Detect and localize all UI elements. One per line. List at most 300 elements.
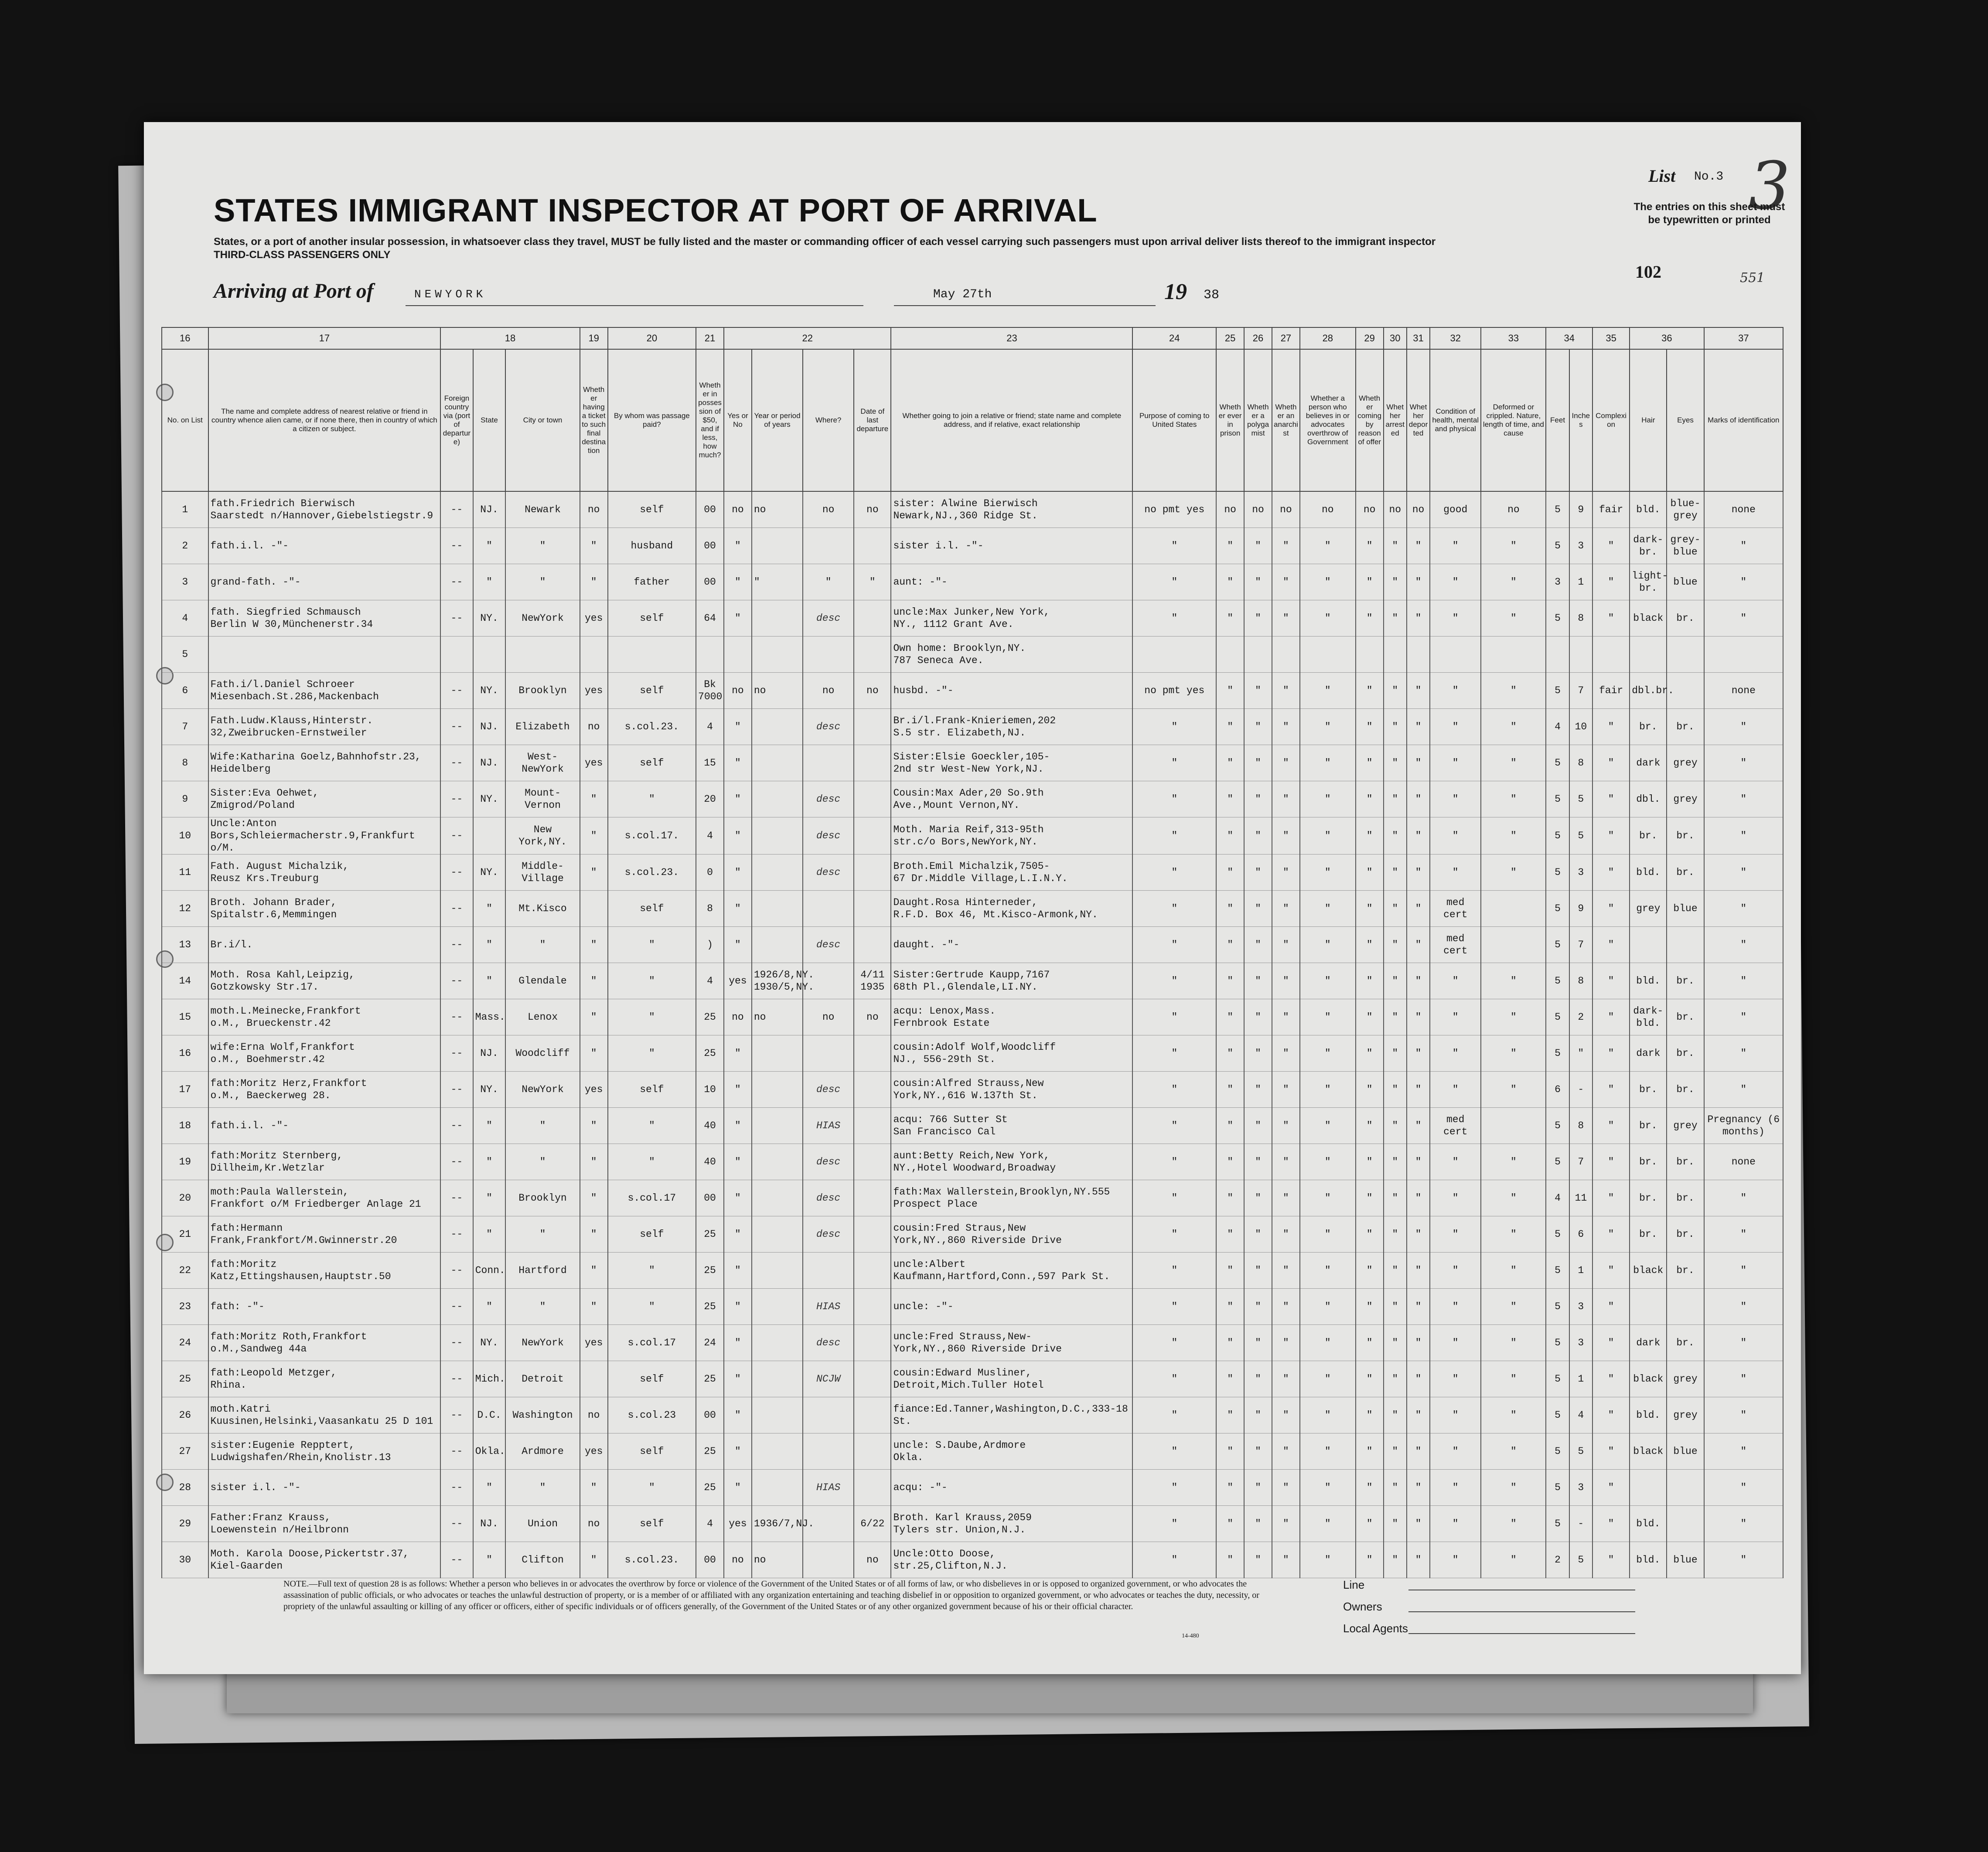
row-number: 29 bbox=[162, 1506, 208, 1542]
polygamist: " bbox=[1244, 600, 1272, 637]
foreign-country: -- bbox=[440, 1542, 473, 1578]
offer: " bbox=[1356, 528, 1384, 564]
nearest-relative: fath.i.l. -"- bbox=[208, 528, 441, 564]
before-where bbox=[803, 1542, 854, 1578]
before-in-us: " bbox=[724, 1144, 752, 1180]
complexion bbox=[1592, 637, 1630, 673]
destination-city: Lenox bbox=[505, 999, 580, 1035]
foreign-country: -- bbox=[440, 600, 473, 637]
before-in-us: " bbox=[724, 891, 752, 927]
ticket: no bbox=[580, 1397, 608, 1433]
height-inches: 1 bbox=[1569, 564, 1592, 600]
destination-state: " bbox=[473, 891, 506, 927]
joining-relative: sister: Alwine Bierwisch Newark,NJ.,360 Ridge St. bbox=[891, 491, 1132, 528]
offer: " bbox=[1356, 817, 1384, 855]
health: " bbox=[1430, 528, 1481, 564]
offer: " bbox=[1356, 963, 1384, 999]
column-number: 32 bbox=[1430, 327, 1481, 349]
passage-paid-by: " bbox=[608, 963, 696, 999]
purpose: " bbox=[1132, 963, 1216, 999]
joining-relative: aunt: -"- bbox=[891, 564, 1132, 600]
before-where: no bbox=[803, 999, 854, 1035]
column-header-row bbox=[162, 349, 1783, 491]
hair-color: br. bbox=[1630, 1072, 1667, 1108]
height-feet: 5 bbox=[1546, 1289, 1569, 1325]
ticket: " bbox=[580, 1470, 608, 1506]
before-period bbox=[752, 1361, 803, 1397]
complexion: " bbox=[1592, 1361, 1630, 1397]
foreign-country: -- bbox=[440, 1108, 473, 1144]
foreign-country: -- bbox=[440, 781, 473, 817]
nearest-relative: fath.i.l. -"- bbox=[208, 1108, 441, 1144]
foreign-country: -- bbox=[440, 963, 473, 999]
purpose: " bbox=[1132, 1216, 1216, 1253]
prison: " bbox=[1216, 1144, 1244, 1180]
before-where bbox=[803, 1035, 854, 1072]
before-period: no bbox=[752, 673, 803, 709]
complexion: " bbox=[1592, 999, 1630, 1035]
arrested: " bbox=[1384, 600, 1407, 637]
deformed: " bbox=[1481, 1397, 1546, 1433]
foreign-country: -- bbox=[440, 999, 473, 1035]
ticket: " bbox=[580, 817, 608, 855]
complexion: " bbox=[1592, 709, 1630, 745]
hair-color: bld. bbox=[1630, 491, 1667, 528]
anarchist: " bbox=[1272, 600, 1300, 637]
foreign-country: -- bbox=[440, 1325, 473, 1361]
deported: " bbox=[1407, 963, 1430, 999]
eye-color: blue bbox=[1667, 1433, 1704, 1470]
table-row bbox=[162, 709, 1783, 745]
ticket: " bbox=[580, 1144, 608, 1180]
identification-marks: " bbox=[1704, 817, 1783, 855]
purpose: no pmt yes bbox=[1132, 491, 1216, 528]
deformed: " bbox=[1481, 1144, 1546, 1180]
nearest-relative: Broth. Johann Brader, Spitalstr.6,Memmingen bbox=[208, 891, 441, 927]
identification-marks: " bbox=[1704, 1433, 1783, 1470]
row-number: 10 bbox=[162, 817, 208, 855]
overthrow: " bbox=[1300, 1072, 1356, 1108]
table-row bbox=[162, 817, 1783, 855]
before-in-us: " bbox=[724, 745, 752, 781]
purpose: " bbox=[1132, 1361, 1216, 1397]
nearest-relative: Br.i/l. bbox=[208, 927, 441, 963]
money: Bk 7000 bbox=[696, 673, 724, 709]
purpose: " bbox=[1132, 709, 1216, 745]
hair-color: bld. bbox=[1630, 855, 1667, 891]
eye-color: blue bbox=[1667, 564, 1704, 600]
before-where: HIAS bbox=[803, 1108, 854, 1144]
row-number: 27 bbox=[162, 1433, 208, 1470]
column-number: 25 bbox=[1216, 327, 1244, 349]
height-feet: 5 bbox=[1546, 1325, 1569, 1361]
polygamist: " bbox=[1244, 673, 1272, 709]
joining-relative: uncle: S.Daube,Ardmore Okla. bbox=[891, 1433, 1132, 1470]
joining-relative: uncle: -"- bbox=[891, 1289, 1132, 1325]
passage-paid-by: self bbox=[608, 891, 696, 927]
before-period bbox=[752, 1180, 803, 1216]
table-row bbox=[162, 1108, 1783, 1144]
polygamist: " bbox=[1244, 1433, 1272, 1470]
destination-state: " bbox=[473, 1180, 506, 1216]
row-number: 15 bbox=[162, 999, 208, 1035]
destination-state bbox=[473, 637, 506, 673]
before-where: HIAS bbox=[803, 1470, 854, 1506]
prison: " bbox=[1216, 1253, 1244, 1289]
before-in-us bbox=[724, 637, 752, 673]
before-in-us: yes bbox=[724, 1506, 752, 1542]
before-departure bbox=[854, 1035, 891, 1072]
list-number: No.3 bbox=[1694, 170, 1724, 184]
destination-state: NY. bbox=[473, 1325, 506, 1361]
height-inches: - bbox=[1569, 1072, 1592, 1108]
hair-color: dark bbox=[1630, 1325, 1667, 1361]
row-number: 13 bbox=[162, 927, 208, 963]
before-departure bbox=[854, 1108, 891, 1144]
table-row bbox=[162, 745, 1783, 781]
height-feet: 3 bbox=[1546, 564, 1569, 600]
identification-marks: " bbox=[1704, 1397, 1783, 1433]
height-inches: 5 bbox=[1569, 1542, 1592, 1578]
before-where: no bbox=[803, 673, 854, 709]
table-row bbox=[162, 673, 1783, 709]
before-in-us: " bbox=[724, 1397, 752, 1433]
before-where: desc bbox=[803, 1325, 854, 1361]
nearest-relative: Father:Franz Krauss, Loewenstein n/Heilbronn bbox=[208, 1506, 441, 1542]
column-number: 26 bbox=[1244, 327, 1272, 349]
foreign-country: -- bbox=[440, 927, 473, 963]
complexion: " bbox=[1592, 781, 1630, 817]
anarchist: " bbox=[1272, 1542, 1300, 1578]
table-row bbox=[162, 891, 1783, 927]
table-row bbox=[162, 1542, 1783, 1578]
anarchist: " bbox=[1272, 891, 1300, 927]
overthrow: " bbox=[1300, 1216, 1356, 1253]
overthrow: " bbox=[1300, 1253, 1356, 1289]
joining-relative: acqu: 766 Sutter St San Francisco Cal bbox=[891, 1108, 1132, 1144]
passage-paid-by: husband bbox=[608, 528, 696, 564]
hair-color: br. bbox=[1630, 709, 1667, 745]
before-in-us: " bbox=[724, 1289, 752, 1325]
before-in-us: " bbox=[724, 1325, 752, 1361]
deported: " bbox=[1407, 891, 1430, 927]
destination-city: Newark bbox=[505, 491, 580, 528]
foreign-country: -- bbox=[440, 709, 473, 745]
anarchist: " bbox=[1272, 855, 1300, 891]
deported: " bbox=[1407, 528, 1430, 564]
foreign-country: -- bbox=[440, 1072, 473, 1108]
passage-paid-by: " bbox=[608, 781, 696, 817]
height-feet: 5 bbox=[1546, 963, 1569, 999]
header-health: Condition of health, mental and physical bbox=[1430, 349, 1481, 491]
before-where: desc bbox=[803, 1072, 854, 1108]
height-feet: 5 bbox=[1546, 673, 1569, 709]
polygamist: " bbox=[1244, 564, 1272, 600]
column-number: 35 bbox=[1592, 327, 1630, 349]
height-feet: 5 bbox=[1546, 781, 1569, 817]
health: " bbox=[1430, 1542, 1481, 1578]
prison: " bbox=[1216, 1542, 1244, 1578]
overthrow: " bbox=[1300, 528, 1356, 564]
foreign-country: -- bbox=[440, 1253, 473, 1289]
column-number: 18 bbox=[440, 327, 580, 349]
deformed: " bbox=[1481, 1470, 1546, 1506]
offer: " bbox=[1356, 999, 1384, 1035]
foreign-country: -- bbox=[440, 855, 473, 891]
destination-state bbox=[473, 817, 506, 855]
destination-city: West-NewYork bbox=[505, 745, 580, 781]
complexion: fair bbox=[1592, 491, 1630, 528]
overthrow: " bbox=[1300, 1180, 1356, 1216]
passage-paid-by: s.col.23 bbox=[608, 1397, 696, 1433]
hair-color: dark-bld. bbox=[1630, 999, 1667, 1035]
deformed: " bbox=[1481, 1542, 1546, 1578]
overthrow: no bbox=[1300, 491, 1356, 528]
row-number: 5 bbox=[162, 637, 208, 673]
eye-color bbox=[1667, 1506, 1704, 1542]
overthrow: " bbox=[1300, 963, 1356, 999]
prison: " bbox=[1216, 1216, 1244, 1253]
deported: " bbox=[1407, 1506, 1430, 1542]
column-number: 33 bbox=[1481, 327, 1546, 349]
health: " bbox=[1430, 963, 1481, 999]
money: 8 bbox=[696, 891, 724, 927]
hair-color bbox=[1630, 637, 1667, 673]
overthrow: " bbox=[1300, 1325, 1356, 1361]
deported: " bbox=[1407, 999, 1430, 1035]
purpose: " bbox=[1132, 1325, 1216, 1361]
overthrow: " bbox=[1300, 1361, 1356, 1397]
overthrow: " bbox=[1300, 600, 1356, 637]
header-prison: Whether ever in prison bbox=[1216, 349, 1244, 491]
offer: " bbox=[1356, 1361, 1384, 1397]
deported: " bbox=[1407, 781, 1430, 817]
health: " bbox=[1430, 1035, 1481, 1072]
polygamist: " bbox=[1244, 1397, 1272, 1433]
deported: " bbox=[1407, 1397, 1430, 1433]
ticket: no bbox=[580, 491, 608, 528]
header-state: State bbox=[473, 349, 506, 491]
eye-color: br. bbox=[1667, 1144, 1704, 1180]
health: " bbox=[1430, 709, 1481, 745]
money bbox=[696, 637, 724, 673]
anarchist: " bbox=[1272, 1035, 1300, 1072]
footnote: NOTE.—Full text of question 28 is as follows: Whether a person who believes in or advocates the overthrow by force or violence of the Government of the United States or of all forms of law, or who disbelieves in or is opposed to organized government, or who advocates the assassination of public officials, or who advocates or teaches the unlawful destruction of property, or is a member of or affiliated with any organization entertaining and teaching disbelief in or opposition to organized government, or who advocates or teaches the duty, necessity, or propriety of the unlawful assaulting or killing of any officer or officers, either of specific individuals or of officers generally, of the Government of the United States or of any other organized government because of his or their official character. bbox=[283, 1579, 1259, 1611]
deformed: " bbox=[1481, 564, 1546, 600]
before-period: no bbox=[752, 1542, 803, 1578]
nearest-relative: Fath. August Michalzik, Reusz Krs.Treuburg bbox=[208, 855, 441, 891]
before-period bbox=[752, 817, 803, 855]
polygamist: " bbox=[1244, 709, 1272, 745]
identification-marks: " bbox=[1704, 600, 1783, 637]
complexion: " bbox=[1592, 927, 1630, 963]
header-city: City or town bbox=[505, 349, 580, 491]
complexion: " bbox=[1592, 1542, 1630, 1578]
before-period bbox=[752, 855, 803, 891]
offer: " bbox=[1356, 855, 1384, 891]
before-in-us: " bbox=[724, 1108, 752, 1144]
deformed: " bbox=[1481, 1035, 1546, 1072]
money: 20 bbox=[696, 781, 724, 817]
identification-marks: Pregnancy (6 months) bbox=[1704, 1108, 1783, 1144]
nearest-relative: fath. Siegfried Schmausch Berlin W 30,Münchenerstr.34 bbox=[208, 600, 441, 637]
anarchist: " bbox=[1272, 1470, 1300, 1506]
passage-paid-by: s.col.17 bbox=[608, 1180, 696, 1216]
header-arrested: Whether arrested bbox=[1384, 349, 1407, 491]
eye-color: grey bbox=[1667, 1397, 1704, 1433]
height-inches: 9 bbox=[1569, 891, 1592, 927]
money: ) bbox=[696, 927, 724, 963]
anarchist: " bbox=[1272, 1361, 1300, 1397]
destination-state: " bbox=[473, 963, 506, 999]
anarchist: " bbox=[1272, 1144, 1300, 1180]
column-number: 27 bbox=[1272, 327, 1300, 349]
header-hair: Hair bbox=[1630, 349, 1667, 491]
height-feet: 5 bbox=[1546, 1397, 1569, 1433]
deformed: " bbox=[1481, 1216, 1546, 1253]
row-number: 26 bbox=[162, 1397, 208, 1433]
foreign-country: -- bbox=[440, 1144, 473, 1180]
before-period bbox=[752, 927, 803, 963]
header-eyes: Eyes bbox=[1667, 349, 1704, 491]
joining-relative: sister i.l. -"- bbox=[891, 528, 1132, 564]
height-inches: 8 bbox=[1569, 745, 1592, 781]
anarchist: " bbox=[1272, 709, 1300, 745]
before-in-us: " bbox=[724, 1180, 752, 1216]
ticket: yes bbox=[580, 673, 608, 709]
overthrow: " bbox=[1300, 673, 1356, 709]
hair-color: dark bbox=[1630, 745, 1667, 781]
deported: " bbox=[1407, 600, 1430, 637]
arrested: " bbox=[1384, 1361, 1407, 1397]
joining-relative: acqu: -"- bbox=[891, 1470, 1132, 1506]
column-number: 22 bbox=[724, 327, 891, 349]
entries-note: The entries on this sheet must be typewritten or printed bbox=[1633, 201, 1785, 226]
nearest-relative: fath.Friedrich Bierwisch Saarstedt n/Hannover,Giebelstiegstr.9 bbox=[208, 491, 441, 528]
hair-color: black bbox=[1630, 1253, 1667, 1289]
identification-marks: " bbox=[1704, 564, 1783, 600]
before-where: desc bbox=[803, 1216, 854, 1253]
complexion: " bbox=[1592, 1470, 1630, 1506]
passage-paid-by: self bbox=[608, 673, 696, 709]
money: 25 bbox=[696, 999, 724, 1035]
complexion: " bbox=[1592, 1035, 1630, 1072]
offer: " bbox=[1356, 781, 1384, 817]
nearest-relative: fath:Leopold Metzger, Rhina. bbox=[208, 1361, 441, 1397]
foreign-country: -- bbox=[440, 1433, 473, 1470]
destination-city: Washington bbox=[505, 1397, 580, 1433]
before-where: desc bbox=[803, 855, 854, 891]
deformed: " bbox=[1481, 999, 1546, 1035]
prison: " bbox=[1216, 817, 1244, 855]
overthrow: " bbox=[1300, 855, 1356, 891]
foreign-country: -- bbox=[440, 1361, 473, 1397]
anarchist: " bbox=[1272, 1397, 1300, 1433]
overthrow: " bbox=[1300, 1289, 1356, 1325]
ticket: " bbox=[580, 528, 608, 564]
identification-marks: " bbox=[1704, 999, 1783, 1035]
foreign-country: -- bbox=[440, 745, 473, 781]
row-number: 23 bbox=[162, 1289, 208, 1325]
identification-marks: none bbox=[1704, 673, 1783, 709]
identification-marks: none bbox=[1704, 491, 1783, 528]
polygamist: " bbox=[1244, 999, 1272, 1035]
foreign-country: -- bbox=[440, 1289, 473, 1325]
nearest-relative: grand-fath. -"- bbox=[208, 564, 441, 600]
destination-city: " bbox=[505, 1470, 580, 1506]
arriving-label: Arriving at Port of bbox=[214, 279, 374, 303]
ticket: " bbox=[580, 564, 608, 600]
height-inches: 10 bbox=[1569, 709, 1592, 745]
eye-color: blue-grey bbox=[1667, 491, 1704, 528]
anarchist: " bbox=[1272, 1108, 1300, 1144]
health: med cert bbox=[1430, 891, 1481, 927]
destination-state: NJ. bbox=[473, 491, 506, 528]
line-label: Line bbox=[1343, 1578, 1365, 1591]
before-in-us: no bbox=[724, 673, 752, 709]
header-instructions bbox=[214, 235, 1522, 262]
row-number: 18 bbox=[162, 1108, 208, 1144]
hair-color: dark-br. bbox=[1630, 528, 1667, 564]
sheet-stamp-secondary: 551 bbox=[1740, 270, 1765, 286]
health: " bbox=[1430, 745, 1481, 781]
overthrow: " bbox=[1300, 745, 1356, 781]
anarchist: " bbox=[1272, 1325, 1300, 1361]
prison: no bbox=[1216, 491, 1244, 528]
anarchist: " bbox=[1272, 528, 1300, 564]
header-anarchist: Whether an anarchist bbox=[1272, 349, 1300, 491]
before-where: " bbox=[803, 564, 854, 600]
before-departure: " bbox=[854, 564, 891, 600]
before-period bbox=[752, 1144, 803, 1180]
ticket: no bbox=[580, 709, 608, 745]
passage-paid-by: s.col.17. bbox=[608, 817, 696, 855]
nearest-relative: Wife:Katharina Goelz,Bahnhofstr.23, Heidelberg bbox=[208, 745, 441, 781]
destination-state: NJ. bbox=[473, 709, 506, 745]
passage-paid-by: s.col.23. bbox=[608, 709, 696, 745]
before-in-us: " bbox=[724, 709, 752, 745]
arrival-date: May 27th bbox=[933, 288, 992, 301]
arrested: " bbox=[1384, 1289, 1407, 1325]
purpose: " bbox=[1132, 1144, 1216, 1180]
table-row bbox=[162, 1289, 1783, 1325]
foreign-country: -- bbox=[440, 564, 473, 600]
header-nearest-relative: The name and complete address of nearest relative or friend in country whence alien came, or if none there, then in country of which a citizen or subject. bbox=[208, 349, 441, 491]
deported: " bbox=[1407, 1470, 1430, 1506]
passenger-rows bbox=[162, 491, 1783, 1578]
deported: " bbox=[1407, 564, 1430, 600]
identification-marks: " bbox=[1704, 1253, 1783, 1289]
destination-state: " bbox=[473, 1144, 506, 1180]
nearest-relative: fath:Moritz Roth,Frankfort o.M.,Sandweg 44a bbox=[208, 1325, 441, 1361]
offer: " bbox=[1356, 1325, 1384, 1361]
column-number: 16 bbox=[162, 327, 208, 349]
before-period bbox=[752, 1253, 803, 1289]
polygamist: " bbox=[1244, 1289, 1272, 1325]
arrested: " bbox=[1384, 781, 1407, 817]
identification-marks: " bbox=[1704, 1506, 1783, 1542]
ticket: " bbox=[580, 927, 608, 963]
complexion: " bbox=[1592, 855, 1630, 891]
height-inches: 3 bbox=[1569, 528, 1592, 564]
foreign-country: -- bbox=[440, 1506, 473, 1542]
header-offer: Whether coming by reason of offer bbox=[1356, 349, 1384, 491]
identification-marks: " bbox=[1704, 1325, 1783, 1361]
joining-relative: uncle:Albert Kaufmann,Hartford,Conn.,597 Park St. bbox=[891, 1253, 1132, 1289]
header-deformed: Deformed or crippled. Nature, length of time, and cause bbox=[1481, 349, 1546, 491]
header-foreign-country: Foreign country via (port of departure) bbox=[440, 349, 473, 491]
table-row bbox=[162, 1325, 1783, 1361]
